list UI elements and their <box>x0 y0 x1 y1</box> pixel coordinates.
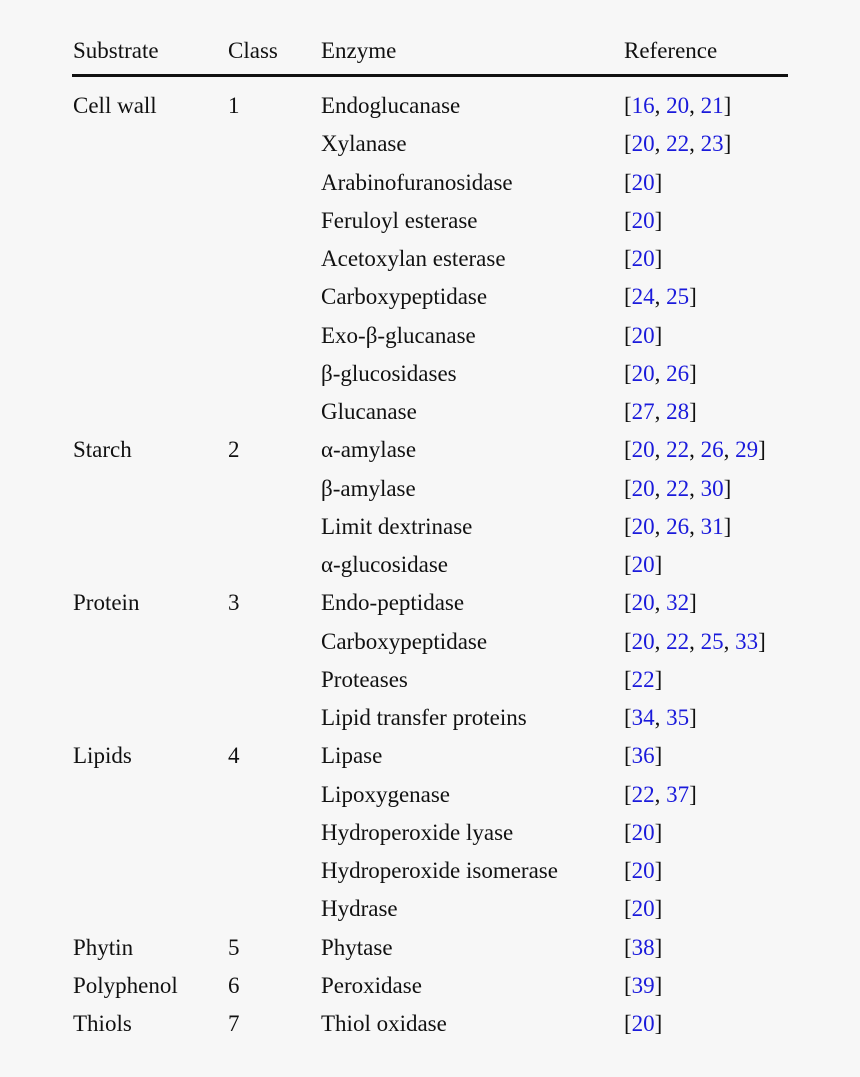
cell-enzyme: Glucanase <box>321 399 417 424</box>
header-class: Class <box>228 38 278 63</box>
cell-enzyme: Lipase <box>321 743 383 769</box>
cell-enzyme: α-glucosidase <box>321 552 449 577</box>
reference-link[interactable]: 22 <box>666 475 690 501</box>
cell-reference: [20, 22, 25, 33] <box>624 628 766 654</box>
cell-enzyme: Thiol oxidase <box>321 1011 447 1036</box>
cell-reference: [20] <box>624 858 663 883</box>
table-row <box>0 397 860 435</box>
reference-link[interactable]: 38 <box>631 934 655 960</box>
reference-link[interactable]: 20 <box>631 437 655 463</box>
table-row <box>0 435 860 473</box>
reference-link[interactable]: 26 <box>700 437 724 463</box>
cell-substrate: Cell wall <box>73 93 157 118</box>
cell-substrate: Lipids <box>73 743 132 769</box>
table-row <box>0 703 860 741</box>
header-enzyme: Enzyme <box>321 38 397 63</box>
reference-link[interactable]: 20 <box>631 513 655 539</box>
table-row <box>0 933 860 971</box>
cell-enzyme: Hydroperoxide isomerase <box>321 858 558 883</box>
reference-link[interactable]: 27 <box>631 399 655 424</box>
cell-enzyme: Hydroperoxide lyase <box>321 819 514 845</box>
reference-link[interactable]: 20 <box>631 819 655 845</box>
reference-link[interactable]: 25 <box>666 284 690 310</box>
cell-reference: [36] <box>624 743 663 769</box>
reference-link[interactable]: 21 <box>700 93 724 118</box>
cell-class: 3 <box>228 590 240 616</box>
reference-link[interactable]: 36 <box>631 743 655 769</box>
table-row <box>0 894 860 932</box>
reference-link[interactable]: 37 <box>666 781 690 807</box>
cell-enzyme: Feruloyl esterase <box>321 207 478 233</box>
cell-reference: [22, 37] <box>624 781 697 807</box>
cell-enzyme: Proteases <box>321 666 408 692</box>
cell-reference: [20] <box>624 169 663 195</box>
reference-link[interactable]: 30 <box>700 475 724 501</box>
reference-link[interactable]: 20 <box>631 475 655 501</box>
table-row <box>0 588 860 626</box>
cell-enzyme: Endoglucanase <box>321 93 461 118</box>
cell-reference: [20, 32] <box>624 590 697 616</box>
reference-link[interactable]: 20 <box>631 131 655 157</box>
table-row <box>0 856 860 894</box>
cell-reference: [20] <box>624 896 663 922</box>
reference-link[interactable]: 33 <box>735 628 759 654</box>
table-row <box>0 474 860 512</box>
table-row <box>0 971 860 1009</box>
table-row <box>0 91 860 129</box>
reference-link[interactable]: 20 <box>631 1011 655 1036</box>
cell-reference: [24, 25] <box>624 284 697 310</box>
cell-enzyme: α-amylase <box>321 437 417 463</box>
table-row <box>0 512 860 550</box>
reference-link[interactable]: 22 <box>666 628 690 654</box>
cell-substrate: Phytin <box>73 934 134 960</box>
cell-reference: [20] <box>624 207 663 233</box>
cell-substrate: Protein <box>73 590 140 616</box>
reference-link[interactable]: 29 <box>735 437 759 463</box>
cell-class: 2 <box>228 437 240 463</box>
reference-link[interactable]: 32 <box>666 590 690 616</box>
reference-link[interactable]: 20 <box>631 322 655 348</box>
reference-link[interactable]: 22 <box>631 781 655 807</box>
reference-link[interactable]: 35 <box>666 705 690 730</box>
cell-class: 4 <box>228 743 240 769</box>
reference-link[interactable]: 20 <box>631 628 655 654</box>
table-row <box>0 168 860 206</box>
reference-link[interactable]: 20 <box>631 207 655 233</box>
table-row <box>0 550 860 588</box>
cell-reference: [20, 26] <box>624 360 697 386</box>
reference-link[interactable]: 25 <box>700 628 724 654</box>
reference-link[interactable]: 20 <box>631 169 655 195</box>
table-row <box>0 244 860 282</box>
cell-enzyme: Acetoxylan esterase <box>321 246 506 271</box>
table-row <box>0 282 860 320</box>
cell-enzyme: Peroxidase <box>321 972 422 998</box>
cell-reference: [27, 28] <box>624 399 697 424</box>
cell-enzyme: Xylanase <box>321 131 407 157</box>
reference-link[interactable]: 22 <box>666 131 690 157</box>
reference-link[interactable]: 16 <box>631 93 655 118</box>
table-row <box>0 321 860 359</box>
reference-link[interactable]: 20 <box>631 360 655 386</box>
cell-enzyme: Carboxypeptidase <box>321 284 488 310</box>
reference-link[interactable]: 28 <box>666 399 690 424</box>
reference-link[interactable]: 24 <box>631 284 655 310</box>
table-row <box>0 627 860 665</box>
reference-link[interactable]: 20 <box>631 246 655 271</box>
cell-enzyme: Arabinofuranosidase <box>321 169 513 195</box>
table-row <box>0 1009 860 1047</box>
cell-class: 7 <box>228 1011 240 1036</box>
cell-substrate: Polyphenol <box>73 972 178 998</box>
table-row <box>0 359 860 397</box>
cell-class: 5 <box>228 934 240 960</box>
cell-reference: [20, 26, 31] <box>624 513 732 539</box>
reference-link[interactable]: 23 <box>700 131 724 157</box>
cell-enzyme: Phytase <box>321 934 393 960</box>
cell-reference: [20] <box>624 246 663 271</box>
reference-link[interactable]: 26 <box>666 360 690 386</box>
table-row <box>0 665 860 703</box>
cell-reference: [20] <box>624 552 663 577</box>
cell-reference: [16, 20, 21] <box>624 93 732 118</box>
cell-reference: [38] <box>624 934 663 960</box>
cell-substrate: Starch <box>73 437 132 463</box>
cell-enzyme: Lipid transfer proteins <box>321 705 527 730</box>
cell-enzyme: Carboxypeptidase <box>321 628 488 654</box>
header-substrate: Substrate <box>73 38 159 63</box>
cell-class: 1 <box>228 93 240 118</box>
reference-link[interactable]: 31 <box>700 513 724 539</box>
cell-enzyme: Limit dextrinase <box>321 513 473 539</box>
header-rule <box>72 74 788 77</box>
reference-link[interactable]: 20 <box>666 93 690 118</box>
cell-reference: [39] <box>624 972 663 998</box>
cell-reference: [20, 22, 30] <box>624 475 732 501</box>
reference-link[interactable]: 22 <box>631 666 655 692</box>
table-row <box>0 741 860 779</box>
cell-reference: [20, 22, 26, 29] <box>624 437 766 463</box>
cell-class: 6 <box>228 972 240 998</box>
cell-substrate: Thiols <box>73 1011 132 1036</box>
header-reference: Reference <box>624 38 718 63</box>
cell-reference: [20] <box>624 819 663 845</box>
cell-reference: [20] <box>624 322 663 348</box>
reference-link[interactable]: 20 <box>631 552 655 577</box>
table-row <box>0 818 860 856</box>
table-row <box>0 780 860 818</box>
cell-enzyme: Hydrase <box>321 896 398 922</box>
cell-reference: [34, 35] <box>624 705 697 730</box>
reference-link[interactable]: 20 <box>631 590 655 616</box>
cell-reference: [20] <box>624 1011 663 1036</box>
cell-enzyme: β-amylase <box>321 475 416 501</box>
cell-reference: [22] <box>624 666 663 692</box>
table-row <box>0 206 860 244</box>
cell-enzyme: Lipoxygenase <box>321 781 451 807</box>
table-row <box>0 129 860 167</box>
reference-link[interactable]: 34 <box>631 705 655 730</box>
reference-link[interactable]: 20 <box>631 896 655 922</box>
reference-link[interactable]: 22 <box>666 437 690 463</box>
cell-enzyme: Endo-peptidase <box>321 590 465 616</box>
reference-link[interactable]: 26 <box>666 513 690 539</box>
cell-enzyme: β-glucosidases <box>321 360 457 386</box>
cell-reference: [20, 22, 23] <box>624 131 732 157</box>
reference-link[interactable]: 39 <box>631 972 655 998</box>
reference-link[interactable]: 20 <box>631 858 655 883</box>
cell-enzyme: Exo-β-glucanase <box>321 322 476 348</box>
